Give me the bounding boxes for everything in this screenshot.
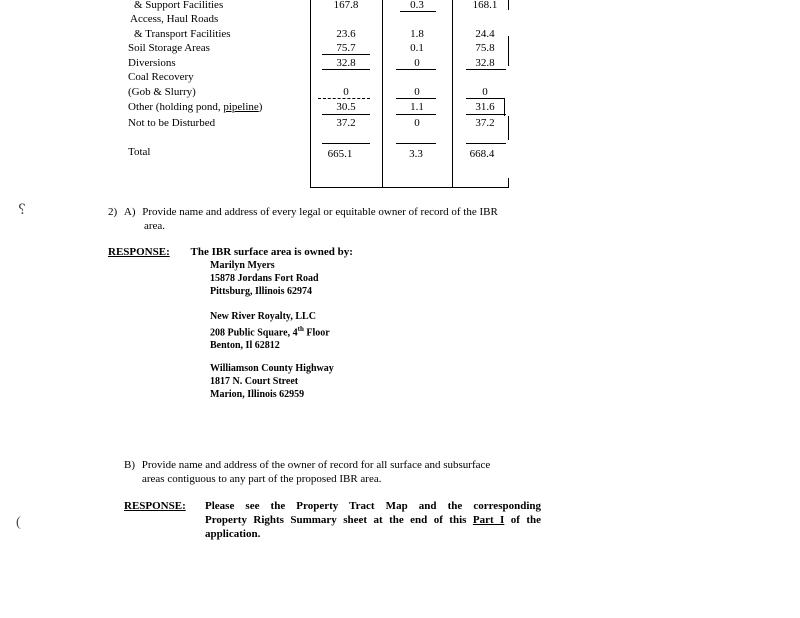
- cell-value: 32.8: [475, 57, 495, 69]
- row-label: & Support Facilities: [134, 0, 224, 11]
- owner-address: [210, 259, 319, 298]
- cell-value: 3.3: [409, 148, 423, 160]
- row-label-text: Other (holding pond,: [128, 101, 224, 113]
- row-label: Diversions: [128, 57, 176, 69]
- owner-street: 15878 Jordans Fort Road: [210, 273, 319, 284]
- question-2a: [108, 205, 498, 219]
- question-text: Provide name and address of the owner of record for all surface and subsurface: [141, 459, 491, 471]
- cell-value: 24.4: [475, 28, 495, 40]
- question-2a-continued: area.: [144, 220, 166, 232]
- response-text: The IBR surface area is owned by:: [190, 246, 353, 258]
- owner-city: Pittsburg, Illinois 62974: [210, 286, 312, 297]
- cell-underline: [318, 98, 370, 100]
- cell-value: 0: [482, 86, 488, 98]
- owner-name: Marilyn Myers: [210, 260, 275, 271]
- row-label: Total: [128, 146, 151, 158]
- row-label: Access, Haul Roads: [130, 13, 219, 25]
- cell-value: 0: [414, 117, 420, 129]
- owner-street-sup: th: [297, 325, 304, 333]
- cell-underline: [322, 54, 370, 55]
- response-line: [205, 513, 541, 527]
- question-number: 2): [108, 206, 118, 218]
- owner-street-text: Floor: [303, 327, 330, 339]
- response-a: [108, 245, 353, 259]
- owner-street-text: 208 Public Square, 4: [210, 327, 298, 339]
- cell-underline: [466, 114, 506, 115]
- response-line-text: of the: [504, 514, 542, 526]
- row-label-underlined: pipeline: [223, 101, 259, 113]
- owner-city: Benton, Il 62812: [210, 340, 280, 352]
- cell-underline: [466, 69, 506, 70]
- row-label: [128, 101, 262, 113]
- cell-value: 167.8: [333, 0, 359, 11]
- question-text: Provide name and address of every legal or equitable owner of record of the IBR: [142, 206, 498, 218]
- cell-underline: [396, 69, 436, 70]
- cell-underline: [396, 143, 436, 144]
- owner-name: New River Royalty, LLC: [210, 311, 316, 322]
- cell-underline: [466, 143, 506, 144]
- cell-value: 1.1: [410, 101, 424, 113]
- response-line: application.: [205, 528, 261, 540]
- margin-mark: (: [16, 515, 21, 530]
- cell-value: 665.1: [327, 148, 353, 160]
- cell-value: 0: [343, 86, 349, 98]
- cell-value: 0.1: [410, 42, 424, 54]
- cell-underline: [396, 114, 436, 115]
- cell-value: 37.2: [336, 117, 356, 129]
- cell-value: 1.8: [410, 28, 424, 40]
- cell-underline: [322, 69, 370, 70]
- cell-value: 23.6: [336, 28, 356, 40]
- row-label: Coal Recovery: [128, 71, 194, 83]
- response-line: Please see the Property Tract Map and the corresponding: [205, 500, 541, 512]
- question-2b: [124, 458, 490, 472]
- cell-underline: [322, 114, 370, 115]
- row-label: Soil Storage Areas: [128, 42, 210, 54]
- part-reference: Part I: [472, 514, 505, 526]
- owner-street: 1817 N. Court Street: [210, 376, 299, 387]
- margin-mark: ⸮: [18, 203, 26, 218]
- cell-value: 32.8: [336, 57, 356, 69]
- cell-value: 75.8: [475, 42, 495, 54]
- response-line-text: Property Rights Summary sheet at the end of this: [205, 514, 473, 526]
- cell-underline: [400, 11, 436, 12]
- cell-underline: [322, 143, 370, 144]
- cell-value: 0.3: [410, 0, 424, 11]
- table-rule: [310, 187, 509, 188]
- row-label: & Transport Facilities: [134, 28, 231, 40]
- cell-underline: [396, 98, 436, 99]
- owner-street: [210, 323, 330, 339]
- cell-value: 75.7: [336, 42, 356, 54]
- cell-value: 31.6: [475, 101, 495, 113]
- owner-city: Marion, Illinois 62959: [210, 389, 305, 400]
- owner-address: [210, 310, 330, 352]
- cell-value: 0: [414, 57, 420, 69]
- cell-underline: [466, 98, 504, 99]
- cell-value: 668.4: [469, 148, 495, 160]
- cell-value: 30.5: [336, 101, 356, 113]
- response-b-text: [205, 499, 541, 541]
- owner-name: Williamson County Highway: [210, 363, 334, 374]
- cell-value: 37.2: [475, 117, 495, 129]
- table-rule: [382, 0, 383, 188]
- acreage-table: [0, 0, 800, 200]
- question-letter: A): [123, 206, 136, 218]
- cell-value: 0: [414, 86, 420, 98]
- row-label: Not to be Disturbed: [128, 117, 216, 129]
- question-letter: B): [124, 459, 135, 471]
- question-2b-continued: areas contiguous to any part of the proposed IBR area.: [142, 473, 382, 485]
- row-label-text: ): [258, 101, 263, 113]
- owner-address: [210, 362, 334, 401]
- response-label: RESPONSE:: [108, 246, 170, 258]
- response-label: RESPONSE:: [124, 500, 186, 512]
- row-label: (Gob & Slurry): [128, 86, 196, 98]
- cell-value: 168.1: [472, 0, 498, 11]
